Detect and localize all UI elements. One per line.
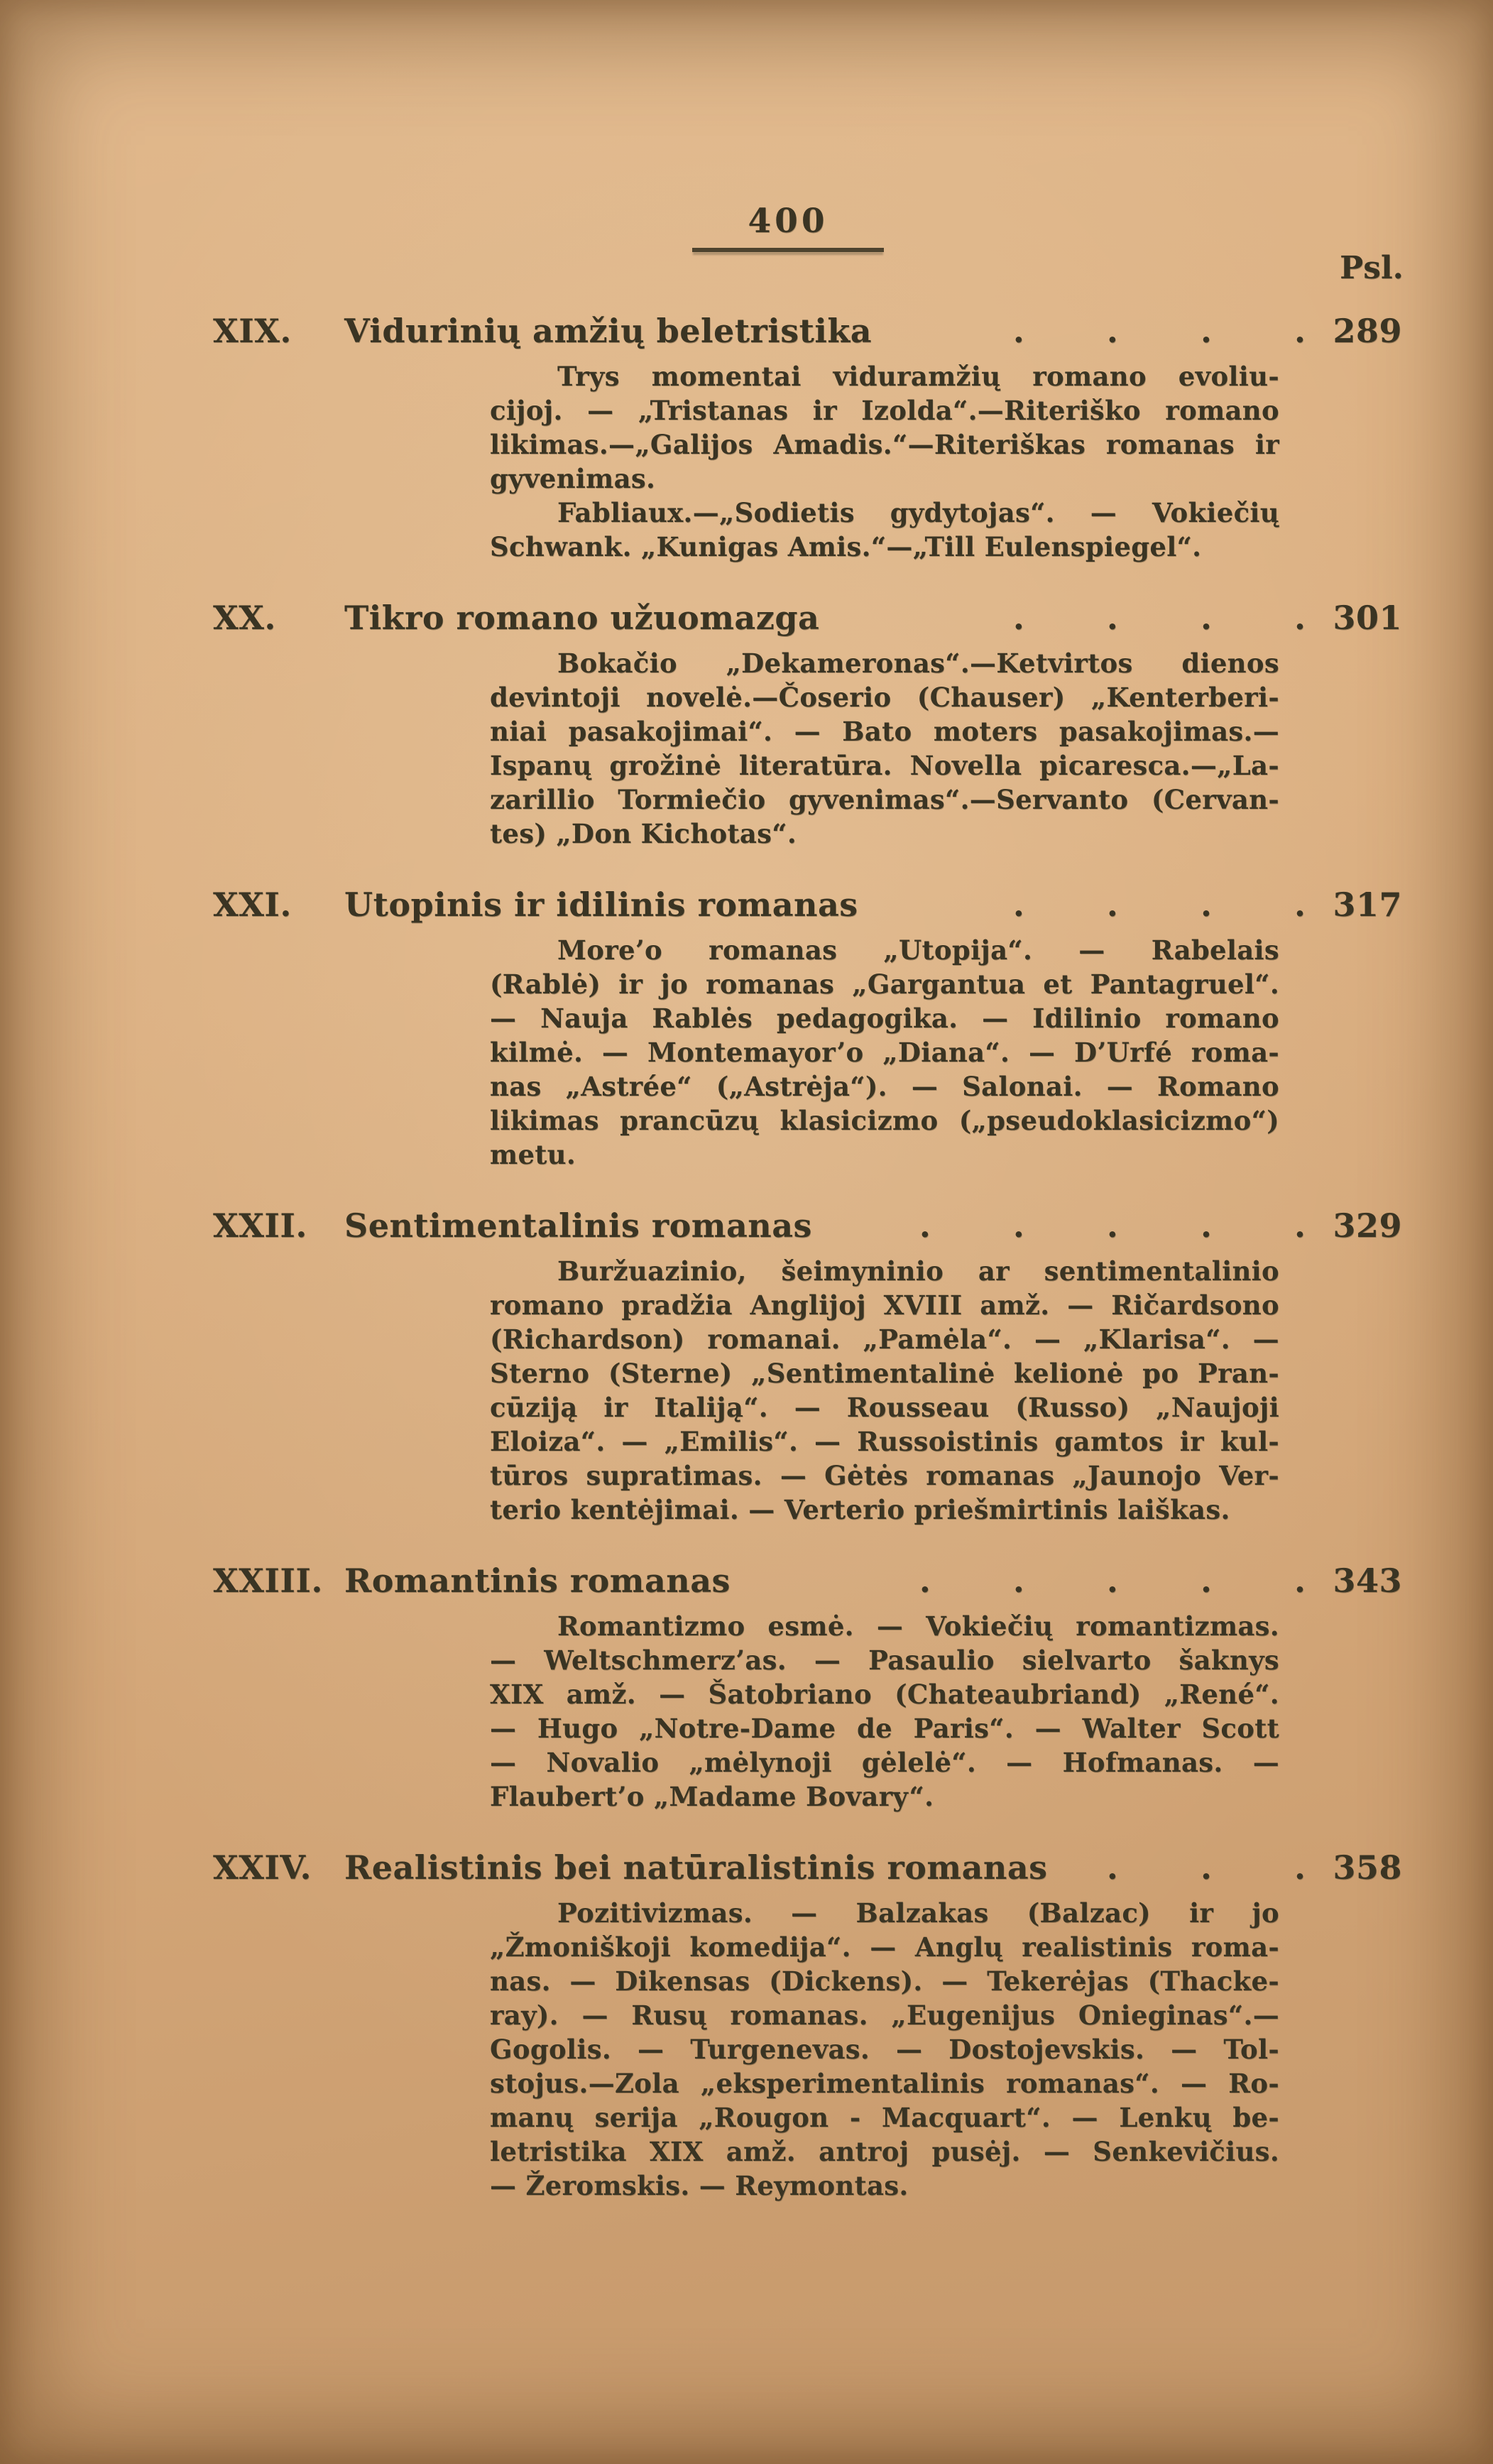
dot-leader: . . . . .	[919, 1561, 1307, 1600]
entry-head	[213, 885, 1402, 925]
description-paragraph	[490, 1896, 1279, 2203]
description-line: (Rablė) ir jo romanas „Gargantua et Pantagruel“.	[490, 969, 1279, 1000]
description-line: „Žmoniškoji komedija“. — Anglų realistinis roma-	[490, 1931, 1279, 1963]
entry-page-number: 317	[1333, 885, 1402, 924]
description-line: terio kentėjimai. — Verterio priešmirtinis laiškas.	[490, 1494, 1230, 1525]
description-paragraph	[490, 1609, 1279, 1814]
description-line: manų serija „Rougon - Macquart“. — Lenkų be-	[490, 2102, 1279, 2133]
description-line: Flaubert’o „Madame Bovary“.	[490, 1781, 934, 1812]
description-line: — Novalio „mėlynoji gėlelė“. — Hofmanas. —	[490, 1747, 1279, 1778]
entry-head	[213, 1206, 1402, 1245]
description-line: More’o romanas „Utopija“. — Rabelais	[557, 934, 1279, 966]
description-line: cūziją ir Italiją“. — Rousseau (Russo) „Naujoji	[490, 1392, 1279, 1423]
entry-numeral: XXII.	[213, 1206, 307, 1245]
dot-leader: . . .	[1106, 1848, 1307, 1887]
toc-entry	[0, 1848, 1493, 2203]
description-line: Schwank. „Kunigas Amis.“—„Till Eulenspiegel“.	[490, 531, 1202, 562]
description-line: XIX amž. — Šatobriano (Chateaubriand) „René“.	[490, 1679, 1279, 1710]
description-paragraph	[490, 359, 1279, 496]
description-line: likimas prancūzų klasicizmo („pseudoklasicizmo“)	[490, 1105, 1279, 1136]
entry-numeral: XIX.	[213, 312, 292, 350]
entry-title: Vidurinių amžių beletristika	[344, 312, 873, 350]
entry-description	[490, 1896, 1279, 2203]
entry-head	[213, 1561, 1402, 1601]
entry-head	[213, 1848, 1402, 1887]
page-number-folio	[692, 202, 884, 252]
description-line: Bokačio „Dekameronas“.—Ketvirtos dienos	[557, 648, 1279, 679]
entry-title: Realistinis bei natūralistinis romanas	[344, 1848, 1048, 1887]
toc-entry	[0, 1561, 1493, 1814]
entry-title: Sentimentalinis romanas	[344, 1206, 812, 1245]
description-line: cijoj. — „Tristanas ir Izolda“.—Riteriško romano	[490, 395, 1279, 426]
dot-leader: . . . .	[1012, 312, 1307, 350]
entry-title: Romantinis romanas	[344, 1561, 731, 1600]
entry-numeral: XXIV.	[213, 1848, 312, 1887]
description-line: likimas.—„Galijos Amadis.“—Riteriškas romanas ir	[490, 429, 1279, 460]
folio-rule	[692, 248, 884, 252]
description-line: tūros supratimas. — Gėtės romanas „Jaunojo Ver-	[490, 1460, 1279, 1491]
description-line: — Hugo „Notre-Dame de Paris“. — Walter Scott	[490, 1713, 1279, 1744]
description-line: Sterno (Sterne) „Sentimentalinė kelionė po Pran-	[490, 1358, 1279, 1389]
entry-description	[490, 1609, 1279, 1814]
description-line: gyvenimas.	[490, 463, 656, 494]
entry-page-number: 289	[1333, 312, 1402, 350]
toc-entry	[0, 311, 1493, 564]
description-line: Ispanų grožinė literatūra. Novella picaresca.—„La-	[490, 750, 1279, 781]
description-paragraph	[490, 933, 1279, 1172]
description-paragraph	[490, 1254, 1279, 1527]
description-line: tes) „Don Kichotas“.	[490, 818, 797, 849]
folio-number: 400	[748, 202, 828, 241]
entry-page-number: 343	[1333, 1561, 1402, 1600]
description-line: devintoji novelė.—Čoserio (Chauser) „Kenterberi-	[490, 682, 1279, 713]
entry-numeral: XXIII.	[213, 1561, 323, 1600]
toc-entry	[0, 885, 1493, 1172]
entry-head	[213, 311, 1402, 351]
description-line: stojus.—Zola „eksperimentalinis romanas“. — Ro-	[490, 2068, 1279, 2099]
toc-entry	[0, 598, 1493, 851]
description-line: Gogolis. — Turgenevas. — Dostojevskis. — Tol-	[490, 2034, 1279, 2065]
entry-numeral: XXI.	[213, 885, 292, 924]
page-column-label: Psl.	[1340, 250, 1404, 286]
description-line: — Weltschmerz’as. — Pasaulio sielvarto šaknys	[490, 1645, 1279, 1676]
description-line: metu.	[490, 1139, 576, 1170]
description-line: Romantizmo esmė. — Vokiečių romantizmas.	[557, 1610, 1279, 1642]
description-paragraph	[490, 646, 1279, 851]
description-line: Trys momentai viduramžių romano evoliu-	[557, 361, 1279, 392]
entry-page-number: 329	[1333, 1206, 1402, 1245]
description-line: (Richardson) romanai. „Pamėla“. — „Klarisa“. —	[490, 1324, 1279, 1355]
description-line: — Žeromskis. — Reymontas.	[490, 2170, 909, 2201]
description-line: romano pradžia Anglijoj XVIII amž. — Ričardsono	[490, 1290, 1279, 1321]
description-line: kilmė. — Montemayor’o „Diana“. — D’Urfé roma-	[490, 1037, 1279, 1068]
description-line: nas „Astrée“ („Astrėja“). — Salonai. — Romano	[490, 1071, 1279, 1102]
dot-leader: . . . . .	[919, 1206, 1307, 1245]
description-line: Eloiza“. — „Emilis“. — Russoistinis gamtos ir kul-	[490, 1426, 1279, 1457]
entry-numeral: XX.	[213, 599, 276, 637]
description-line: Pozitivizmas. — Balzakas (Balzac) ir jo	[557, 1897, 1279, 1929]
description-line: nas. — Dikensas (Dickens). — Tekerėjas (Thacke-	[490, 1966, 1279, 1997]
entry-description	[490, 933, 1279, 1172]
description-line: letristika XIX amž. antroj pusėj. — Senkevičius.	[490, 2136, 1279, 2167]
entry-description	[490, 359, 1279, 564]
description-line: — Nauja Rablės pedagogika. — Idilinio romano	[490, 1003, 1279, 1034]
dot-leader: . . . .	[1012, 885, 1307, 924]
entry-title: Tikro romano užuomazga	[344, 599, 820, 637]
description-line: zarillio Tormiečio gyvenimas“.—Servanto (Cervan-	[490, 784, 1279, 815]
description-line: niai pasakojimai“. — Bato moters pasakojimas.—	[490, 716, 1279, 747]
entry-title: Utopinis ir idilinis romanas	[344, 885, 858, 924]
entry-description	[490, 1254, 1279, 1527]
description-line: ray). — Rusų romanas. „Eugenijus Onieginas“.—	[490, 2000, 1279, 2031]
toc-entries	[0, 311, 1493, 2203]
toc-entry	[0, 1206, 1493, 1527]
dot-leader: . . . .	[1012, 599, 1307, 637]
entry-description	[490, 646, 1279, 851]
entry-page-number: 358	[1333, 1848, 1402, 1887]
entry-page-number: 301	[1333, 599, 1402, 637]
description-paragraph	[490, 496, 1279, 564]
description-line: Buržuazinio, šeimyninio ar sentimentalinio	[557, 1255, 1279, 1287]
description-line: Fabliaux.—„Sodietis gydytojas“. — Vokiečių	[557, 497, 1279, 528]
entry-head	[213, 598, 1402, 638]
